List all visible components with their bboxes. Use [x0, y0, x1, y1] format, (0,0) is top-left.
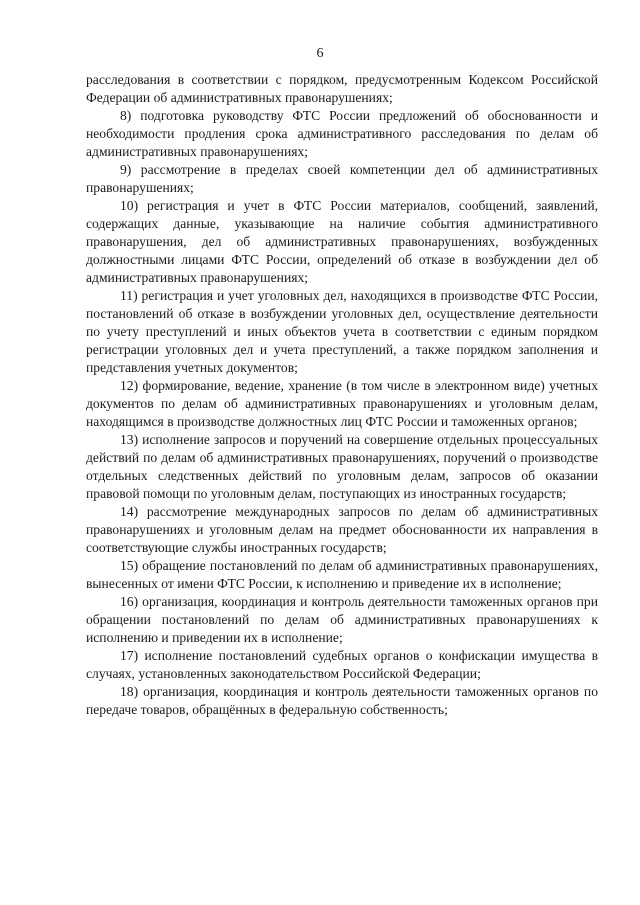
paragraph-item-16: 16) организация, координация и контроль деятельности таможенных органов при обращении постановлений по делам об административных правонарушениях к исполнению и приведении их в исполнение; [86, 594, 598, 645]
paragraph-item-15: 15) обращение постановлений по делам об административных правонарушениях, вынесенных от имени ФТС России, к исполнению и приведение их в исполнение; [86, 558, 598, 591]
paragraph-item-10: 10) регистрация и учет в ФТС России материалов, сообщений, заявлений, содержащих данные, указывающие на наличие события административного правонарушения, дел об административных правонарушениях, возбужденных должностными лицами ФТС России, определений об отказе в возбуждении дел об административных правонарушениях; [86, 198, 598, 285]
paragraph-item-8: 8) подготовка руководству ФТС России предложений об обоснованности и необходимости продления срока административного расследования по делам об административных правонарушениях; [86, 108, 598, 159]
page-number: 6 [316, 46, 324, 61]
paragraph-item-13: 13) исполнение запросов и поручений на совершение отдельных процессуальных действий по делам об административных правонарушениях, поручений о производстве отдельных следственных действий по уголовным делам, запросов об оказании правовой помощи по уголовным делам, поступающих из иностранных государств; [86, 432, 598, 501]
paragraph-item-17: 17) исполнение постановлений судебных органов о конфискации имущества в случаях, установленных законодательством Российской Федерации; [86, 648, 598, 681]
paragraph-item-12: 12) формирование, ведение, хранение (в том числе в электронном виде) учетных документов по делам об административных правонарушениях и уголовным делам, находящимся в производстве должностных лиц ФТС России и таможенных органов; [86, 378, 598, 429]
paragraph-item-9: 9) рассмотрение в пределах своей компетенции дел об административных правонарушениях; [86, 162, 598, 195]
paragraph-item-11: 11) регистрация и учет уголовных дел, находящихся в производстве ФТС России, постановлений об отказе в возбуждении уголовных дел, осуществление деятельности по учету преступлений и иных объектов учета в соответствии с единым порядком регистрации уголовных дел и учета преступлений, а также порядком заполнения и представления учетных документов; [86, 288, 598, 375]
document-body [86, 71, 598, 719]
paragraph-item-14: 14) рассмотрение международных запросов по делам об административных правонарушениях и уголовным делам на предмет обоснованности их направления в соответствующие службы иностранных государств; [86, 504, 598, 555]
paragraph-continuation: расследования в соответствии с порядком, предусмотренным Кодексом Российской Федерации об административных правонарушениях; [86, 72, 598, 105]
paragraph-item-18: 18) организация, координация и контроль деятельности таможенных органов по передаче товаров, обращённых в федеральную собственность; [86, 684, 598, 717]
